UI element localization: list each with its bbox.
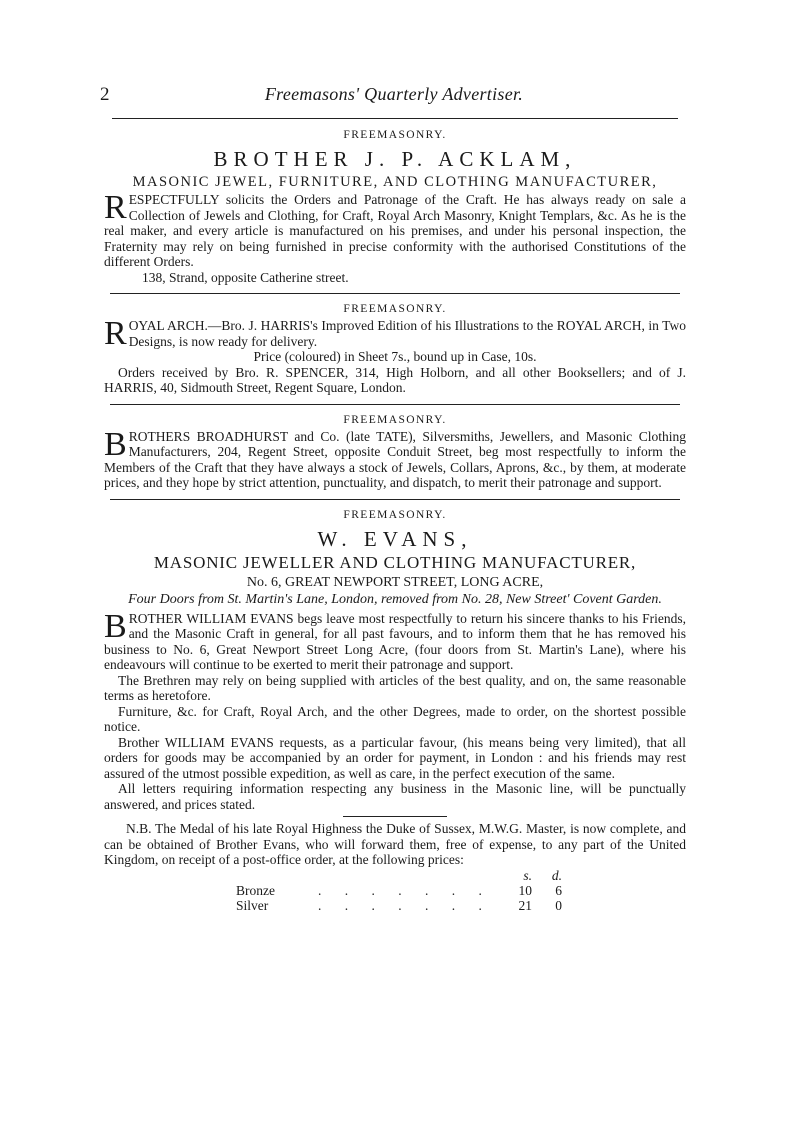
ad-address: 138, Strand, opposite Catherine street. xyxy=(142,269,349,285)
advertiser-name: BROTHER J. P. ACKLAM, xyxy=(213,147,577,171)
short-rule xyxy=(343,816,447,817)
dropcap: B xyxy=(104,425,127,463)
ad-body-text: ROTHERS BROADHURST and Co. (late TATE), Silversmiths, Jewellers, and Masonic Clothing Manufacturers, 204, Regent Street, opposite Conduit Street, beg most respectfully to inform the Members of the Craft that they have always a stock of Jewels, Collars, Aprons, &c., by them, at moderate prices, and they hope by strict attention, punctuality, and dispatch, to merit their patronage and support. xyxy=(104,428,686,490)
section-label: FREEMASONRY. xyxy=(343,129,447,141)
section-label: FREEMASONRY. xyxy=(343,303,447,315)
ad-body-text: ESPECTFULLY solicits the Orders and Patronage of the Craft. He has always ready on sale a Collection of Jewels and Clothing, for Craft, Royal Arch Masonry, Knight Templars, &c. As he is the real maker, and every article is manufactured on his premises, and under his personal inspection, the Fraternity may rely on being furnished in precise conformity with the authorised Constitutions of the different Orders. xyxy=(104,192,686,269)
trade-line: MASONIC JEWELLER AND CLOTHING MANUFACTURER, xyxy=(153,552,637,572)
price-item-header xyxy=(236,868,318,883)
price-row xyxy=(236,898,566,913)
page-number: 2 xyxy=(100,84,110,105)
advertiser-name: W. EVANS, xyxy=(317,526,473,551)
evans-para-4: Brother WILLIAM EVANS requests, as a particular favour, (his means being very limited), that all orders for goods may be accompanied by an order for payment, in London : and his friends may rest assured of the utmost possible expedition, as well as care, in the perfect execution of the same. xyxy=(104,734,686,781)
price-pence: 0 xyxy=(555,897,562,913)
ad-body xyxy=(104,189,686,270)
price-shillings: 10 xyxy=(518,882,532,898)
price-dots-header xyxy=(318,868,502,883)
running-head xyxy=(100,84,688,110)
price-table-header xyxy=(236,868,566,883)
ad-harris xyxy=(104,300,686,396)
ad-body-text: ROTHER WILLIAM EVANS begs leave most respectfully to return his sincere thanks to his Friends, and the Masonic Craft in general, for all past favours, and to inform them that he has removed his business to No. 6, Great Newport Street Long Acre, (four doors from St. Martin's Lane), where his endeavours will continue to be exerted to merit their patronage and support. xyxy=(104,610,686,672)
ad-body xyxy=(104,315,686,352)
price-dots: . . . . . . . xyxy=(318,882,492,898)
ad-acklam xyxy=(104,126,686,285)
price-s-header: s. xyxy=(523,867,532,883)
price-row xyxy=(236,883,566,898)
dropcap: B xyxy=(104,607,127,645)
ad-evans xyxy=(104,506,686,913)
price-item: Bronze xyxy=(236,882,275,898)
divider xyxy=(110,499,680,500)
evans-para-2: The Brethren may rely on being supplied with articles of the best quality, and on, the same reasonable terms as heretofore. xyxy=(104,672,686,703)
removed-line: Four Doors from St. Martin's Lane, London, removed from No. 28, New Street' Covent Garden. xyxy=(128,591,662,607)
ad-broadhurst xyxy=(104,411,686,491)
price-dots: . . . . . . . xyxy=(318,897,492,913)
running-title: Freemasons' Quarterly Advertiser. xyxy=(264,84,524,104)
section-label: FREEMASONRY. xyxy=(343,508,447,521)
price-shillings: 21 xyxy=(518,897,532,913)
ad-body-text: OYAL ARCH.—Bro. J. HARRIS's Improved Edition of his Illustrations to the ROYAL ARCH, in Two Designs, is now ready for delivery. xyxy=(128,318,686,349)
header-rule xyxy=(112,118,678,119)
evans-para-1 xyxy=(104,607,686,673)
divider xyxy=(110,404,680,405)
dropcap: R xyxy=(104,315,127,352)
trade-line: MASONIC JEWEL, FURNITURE, AND CLOTHING MANUFACTURER, xyxy=(132,174,658,190)
nb-paragraph: N.B. The Medal of his late Royal Highness the Duke of Sussex, M.W.G. Master, is now complete, and can be obtained of Brother Evans, who will forward them, free of expense, to any part of the United Kingdom, on receipt of a post-office order, at the following prices: xyxy=(104,821,686,867)
content xyxy=(104,124,686,913)
price-pence: 6 xyxy=(555,882,562,898)
dropcap: R xyxy=(104,189,127,226)
price-d-header: d. xyxy=(551,867,562,883)
divider xyxy=(110,293,680,294)
evans-para-5: All letters requiring information respecting any business in the Masonic line, will be punctually answered, and prices stated. xyxy=(104,781,686,812)
ad-address: No. 6, GREAT NEWPORT STREET, LONG ACRE, xyxy=(246,574,544,590)
price-item: Silver xyxy=(236,897,269,913)
price-line: Price (coloured) in Sheet 7s., bound up in Case, 10s. xyxy=(253,349,537,364)
section-label: FREEMASONRY. xyxy=(343,413,447,426)
evans-para-3: Furniture, &c. for Craft, Royal Arch, and the other Degrees, made to order, on the shortest possible notice. xyxy=(104,703,686,734)
orders-line: Orders received by Bro. R. SPENCER, 314, High Holborn, and all other Booksellers; and of J. HARRIS, 40, Sidmouth Street, Regent Square, London. xyxy=(104,364,686,395)
ad-body xyxy=(104,425,686,491)
price-table xyxy=(236,868,566,913)
